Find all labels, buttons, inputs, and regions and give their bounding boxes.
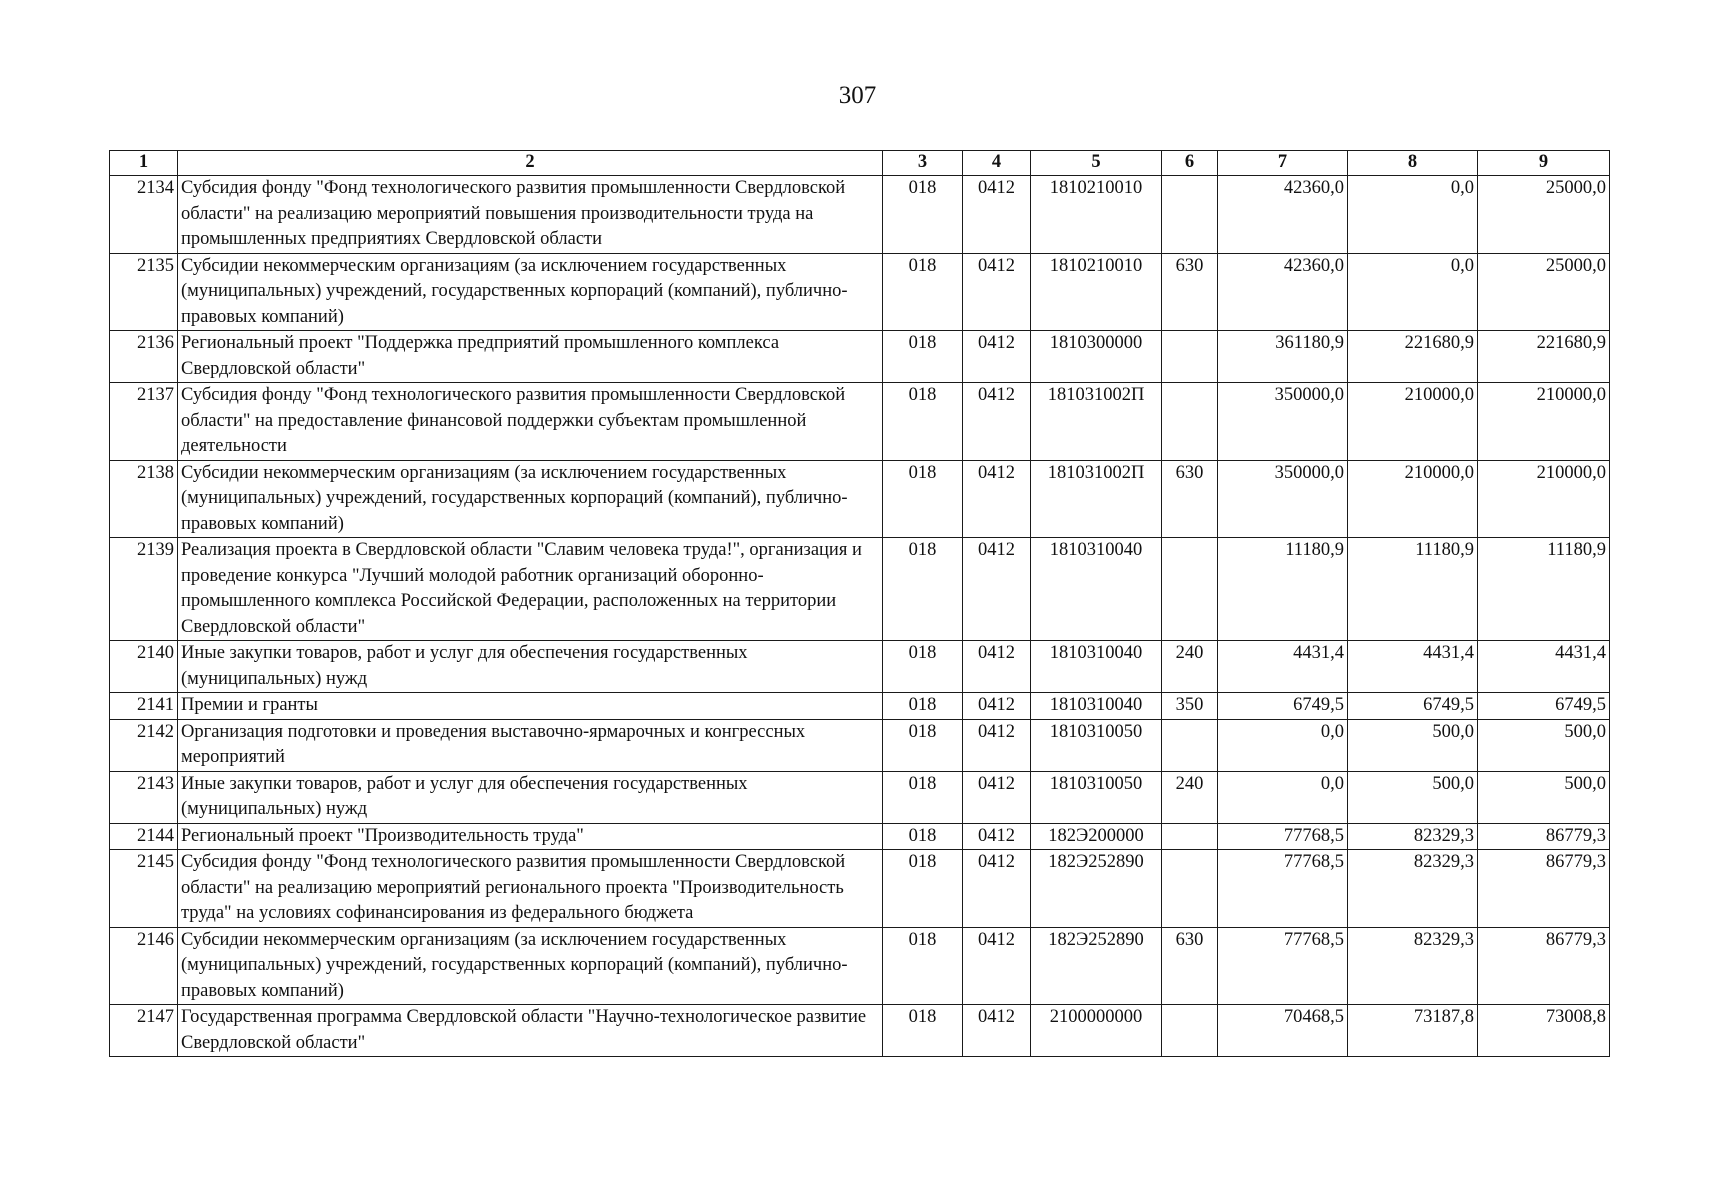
section-code-cell: 0412: [963, 460, 1031, 538]
section-code-cell: 0412: [963, 176, 1031, 254]
table-row: [110, 771, 1610, 823]
expense-type-code-cell: [1162, 331, 1218, 383]
expense-type-code-cell: 350: [1162, 693, 1218, 720]
row-number-cell: 2142: [110, 719, 178, 771]
column-header: 9: [1478, 151, 1610, 176]
target-item-code-cell: 1810310040: [1031, 641, 1162, 693]
amount-cell-col8: 0,0: [1348, 253, 1478, 331]
amount-cell-col9: 73008,8: [1478, 1005, 1610, 1057]
table-row: [110, 1005, 1610, 1057]
amount-cell-col9: 86779,3: [1478, 823, 1610, 850]
column-header: 2: [178, 151, 883, 176]
row-number-cell: 2147: [110, 1005, 178, 1057]
amount-cell-col8: 11180,9: [1348, 538, 1478, 641]
target-item-code-cell: 1810310050: [1031, 771, 1162, 823]
expense-type-code-cell: 240: [1162, 771, 1218, 823]
row-name-cell: Субсидии некоммерческим организациям (за исключением государственных (муниципальных) учреждений, государственных корпораций (компаний), публично-правовых компаний): [178, 460, 883, 538]
expense-type-code-cell: [1162, 383, 1218, 461]
amount-cell-col8: 500,0: [1348, 771, 1478, 823]
amount-cell-col7: 350000,0: [1218, 460, 1348, 538]
row-number-cell: 2144: [110, 823, 178, 850]
table-row: [110, 641, 1610, 693]
amount-cell-col9: 500,0: [1478, 771, 1610, 823]
amount-cell-col8: 500,0: [1348, 719, 1478, 771]
row-name-cell: Организация подготовки и проведения выставочно-ярмарочных и конгрессных мероприятий: [178, 719, 883, 771]
column-header: 8: [1348, 151, 1478, 176]
column-header: 6: [1162, 151, 1218, 176]
row-name-cell: Премии и гранты: [178, 693, 883, 720]
table-row: [110, 719, 1610, 771]
amount-cell-col7: 11180,9: [1218, 538, 1348, 641]
ministry-code-cell: 018: [883, 927, 963, 1005]
amount-cell-col7: 0,0: [1218, 771, 1348, 823]
table-row: [110, 538, 1610, 641]
row-number-cell: 2141: [110, 693, 178, 720]
amount-cell-col8: 0,0: [1348, 176, 1478, 254]
table-body: [110, 176, 1610, 1057]
expense-type-code-cell: [1162, 850, 1218, 928]
row-name-cell: Субсидия фонду "Фонд технологического развития промышленности Свердловской области" на реализацию мероприятий регионального проекта "Производительность труда" на условиях софинансирования из федерального бюджета: [178, 850, 883, 928]
amount-cell-col7: 350000,0: [1218, 383, 1348, 461]
amount-cell-col8: 210000,0: [1348, 460, 1478, 538]
expense-type-code-cell: [1162, 719, 1218, 771]
table-row: [110, 176, 1610, 254]
amount-cell-col9: 4431,4: [1478, 641, 1610, 693]
row-number-cell: 2138: [110, 460, 178, 538]
section-code-cell: 0412: [963, 850, 1031, 928]
ministry-code-cell: 018: [883, 719, 963, 771]
header-row: [110, 151, 1610, 176]
target-item-code-cell: 2100000000: [1031, 1005, 1162, 1057]
row-number-cell: 2145: [110, 850, 178, 928]
ministry-code-cell: 018: [883, 460, 963, 538]
ministry-code-cell: 018: [883, 176, 963, 254]
amount-cell-col9: 500,0: [1478, 719, 1610, 771]
row-number-cell: 2135: [110, 253, 178, 331]
section-code-cell: 0412: [963, 383, 1031, 461]
row-name-cell: Субсидии некоммерческим организациям (за исключением государственных (муниципальных) учреждений, государственных корпораций (компаний), публично-правовых компаний): [178, 253, 883, 331]
section-code-cell: 0412: [963, 331, 1031, 383]
amount-cell-col9: 25000,0: [1478, 253, 1610, 331]
table-row: [110, 383, 1610, 461]
column-header: 7: [1218, 151, 1348, 176]
amount-cell-col9: 25000,0: [1478, 176, 1610, 254]
table-row: [110, 331, 1610, 383]
section-code-cell: 0412: [963, 927, 1031, 1005]
ministry-code-cell: 018: [883, 693, 963, 720]
ministry-code-cell: 018: [883, 538, 963, 641]
amount-cell-col7: 70468,5: [1218, 1005, 1348, 1057]
column-header: 5: [1031, 151, 1162, 176]
amount-cell-col9: 210000,0: [1478, 460, 1610, 538]
table-row: [110, 253, 1610, 331]
row-number-cell: 2139: [110, 538, 178, 641]
row-name-cell: Иные закупки товаров, работ и услуг для обеспечения государственных (муниципальных) нужд: [178, 771, 883, 823]
amount-cell-col8: 6749,5: [1348, 693, 1478, 720]
section-code-cell: 0412: [963, 693, 1031, 720]
target-item-code-cell: 1810210010: [1031, 253, 1162, 331]
amount-cell-col7: 42360,0: [1218, 253, 1348, 331]
section-code-cell: 0412: [963, 641, 1031, 693]
expense-type-code-cell: 630: [1162, 927, 1218, 1005]
column-header: 4: [963, 151, 1031, 176]
column-header: 3: [883, 151, 963, 176]
ministry-code-cell: 018: [883, 823, 963, 850]
amount-cell-col8: 82329,3: [1348, 823, 1478, 850]
amount-cell-col7: 6749,5: [1218, 693, 1348, 720]
expense-type-code-cell: [1162, 823, 1218, 850]
table-row: [110, 850, 1610, 928]
amount-cell-col8: 82329,3: [1348, 927, 1478, 1005]
amount-cell-col8: 221680,9: [1348, 331, 1478, 383]
table-row: [110, 823, 1610, 850]
amount-cell-col7: 4431,4: [1218, 641, 1348, 693]
row-name-cell: Региональный проект "Производительность труда": [178, 823, 883, 850]
target-item-code-cell: 1810310050: [1031, 719, 1162, 771]
amount-cell-col8: 82329,3: [1348, 850, 1478, 928]
amount-cell-col8: 4431,4: [1348, 641, 1478, 693]
amount-cell-col9: 86779,3: [1478, 850, 1610, 928]
expense-type-code-cell: 630: [1162, 253, 1218, 331]
target-item-code-cell: 181031002П: [1031, 383, 1162, 461]
target-item-code-cell: 181031002П: [1031, 460, 1162, 538]
amount-cell-col9: 86779,3: [1478, 927, 1610, 1005]
section-code-cell: 0412: [963, 538, 1031, 641]
amount-cell-col7: 42360,0: [1218, 176, 1348, 254]
amount-cell-col7: 77768,5: [1218, 823, 1348, 850]
amount-cell-col7: 0,0: [1218, 719, 1348, 771]
section-code-cell: 0412: [963, 823, 1031, 850]
target-item-code-cell: 1810310040: [1031, 693, 1162, 720]
target-item-code-cell: 1810310040: [1031, 538, 1162, 641]
expense-type-code-cell: 630: [1162, 460, 1218, 538]
row-name-cell: Субсидии некоммерческим организациям (за исключением государственных (муниципальных) учреждений, государственных корпораций (компаний), публично-правовых компаний): [178, 927, 883, 1005]
row-number-cell: 2137: [110, 383, 178, 461]
section-code-cell: 0412: [963, 771, 1031, 823]
row-number-cell: 2136: [110, 331, 178, 383]
amount-cell-col7: 77768,5: [1218, 850, 1348, 928]
ministry-code-cell: 018: [883, 1005, 963, 1057]
section-code-cell: 0412: [963, 719, 1031, 771]
row-name-cell: Иные закупки товаров, работ и услуг для обеспечения государственных (муниципальных) нужд: [178, 641, 883, 693]
target-item-code-cell: 1810210010: [1031, 176, 1162, 254]
row-number-cell: 2143: [110, 771, 178, 823]
amount-cell-col9: 11180,9: [1478, 538, 1610, 641]
table-row: [110, 927, 1610, 1005]
target-item-code-cell: 182Э200000: [1031, 823, 1162, 850]
row-number-cell: 2134: [110, 176, 178, 254]
ministry-code-cell: 018: [883, 641, 963, 693]
target-item-code-cell: 182Э252890: [1031, 850, 1162, 928]
amount-cell-col8: 73187,8: [1348, 1005, 1478, 1057]
expense-type-code-cell: [1162, 538, 1218, 641]
table-row: [110, 693, 1610, 720]
row-name-cell: Государственная программа Свердловской области "Научно-технологическое развитие Свердловской области": [178, 1005, 883, 1057]
ministry-code-cell: 018: [883, 331, 963, 383]
amount-cell-col7: 77768,5: [1218, 927, 1348, 1005]
budget-table: [109, 150, 1610, 1057]
row-number-cell: 2140: [110, 641, 178, 693]
expense-type-code-cell: [1162, 176, 1218, 254]
amount-cell-col7: 361180,9: [1218, 331, 1348, 383]
column-header: 1: [110, 151, 178, 176]
section-code-cell: 0412: [963, 253, 1031, 331]
table-row: [110, 460, 1610, 538]
row-number-cell: 2146: [110, 927, 178, 1005]
amount-cell-col9: 6749,5: [1478, 693, 1610, 720]
ministry-code-cell: 018: [883, 253, 963, 331]
row-name-cell: Субсидия фонду "Фонд технологического развития промышленности Свердловской области" на предоставление финансовой поддержки субъектам промышленной деятельности: [178, 383, 883, 461]
expense-type-code-cell: [1162, 1005, 1218, 1057]
section-code-cell: 0412: [963, 1005, 1031, 1057]
amount-cell-col9: 221680,9: [1478, 331, 1610, 383]
row-name-cell: Реализация проекта в Свердловской области "Славим человека труда!", организация и проведение конкурса "Лучший молодой работник организаций оборонно-промышленного комплекса Российской Федерации, расположенных на территории Свердловской области": [178, 538, 883, 641]
row-name-cell: Региональный проект "Поддержка предприятий промышленного комплекса Свердловской области": [178, 331, 883, 383]
amount-cell-col8: 210000,0: [1348, 383, 1478, 461]
amount-cell-col9: 210000,0: [1478, 383, 1610, 461]
page-number: 307: [838, 82, 877, 109]
target-item-code-cell: 1810300000: [1031, 331, 1162, 383]
ministry-code-cell: 018: [883, 383, 963, 461]
target-item-code-cell: 182Э252890: [1031, 927, 1162, 1005]
expense-type-code-cell: 240: [1162, 641, 1218, 693]
ministry-code-cell: 018: [883, 850, 963, 928]
row-name-cell: Субсидия фонду "Фонд технологического развития промышленности Свердловской области" на реализацию мероприятий повышения производительности труда на промышленных предприятиях Свердловской области: [178, 176, 883, 254]
ministry-code-cell: 018: [883, 771, 963, 823]
